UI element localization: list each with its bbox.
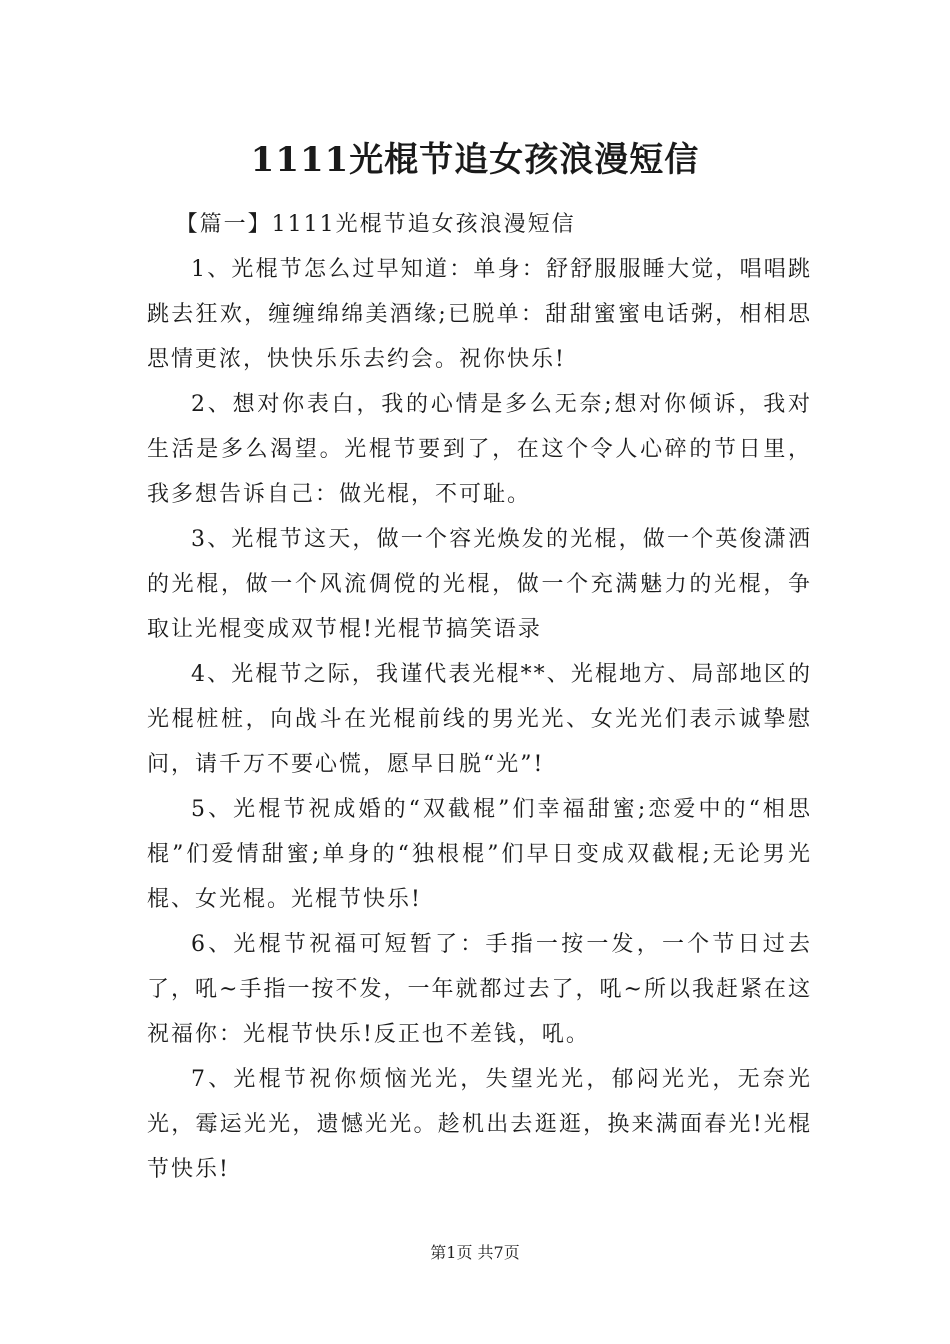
paragraph-5: 5、光棍节祝成婚的“双截棍”们幸福甜蜜;恋爱中的“相思棍”们爱情甜蜜;单身的“独根棍”们早日变成双截棍;无论男光棍、女光棍。光棍节快乐! xyxy=(147,797,812,912)
document-body xyxy=(147,202,812,1192)
paragraph-7: 7、光棍节祝你烦恼光光，失望光光，郁闷光光，无奈光光，霉运光光，遗憾光光。趁机出去逛逛，换来满面春光!光棍节快乐! xyxy=(147,1067,812,1182)
page-footer: 第1页 共7页 xyxy=(430,1243,520,1262)
paragraph-1: 1、光棍节怎么过早知道：单身：舒舒服服睡大觉，唱唱跳跳去狂欢，缠缠绵绵美酒缘;已脱单：甜甜蜜蜜电话粥，相相思思情更浓，快快乐乐去约会。祝你快乐! xyxy=(147,257,812,372)
section-heading: 【篇一】1111光棍节追女孩浪漫短信 xyxy=(175,212,576,237)
paragraph-2: 2、想对你表白，我的心情是多么无奈;想对你倾诉，我对生活是多么渴望。光棍节要到了，在这个令人心碎的节日里，我多想告诉自己：做光棍，不可耻。 xyxy=(147,392,812,507)
paragraph-6: 6、光棍节祝福可短暂了：手指一按一发，一个节日过去了，吼~手指一按不发，一年就都过去了，吼~所以我赶紧在这祝福你：光棍节快乐!反正也不差钱，吼。 xyxy=(147,932,812,1047)
paragraph-3: 3、光棍节这天，做一个容光焕发的光棍，做一个英俊潇洒的光棍，做一个风流倜傥的光棍，做一个充满魅力的光棍，争取让光棍变成双节棍!光棍节搞笑语录 xyxy=(147,527,812,642)
paragraph-4: 4、光棍节之际，我谨代表光棍**、光棍地方、局部地区的光棍桩桩，向战斗在光棍前线的男光光、女光光们表示诚挚慰问，请千万不要心慌，愿早日脱“光”! xyxy=(147,662,812,777)
document-title: 1111光棍节追女孩浪漫短信 xyxy=(250,140,700,180)
